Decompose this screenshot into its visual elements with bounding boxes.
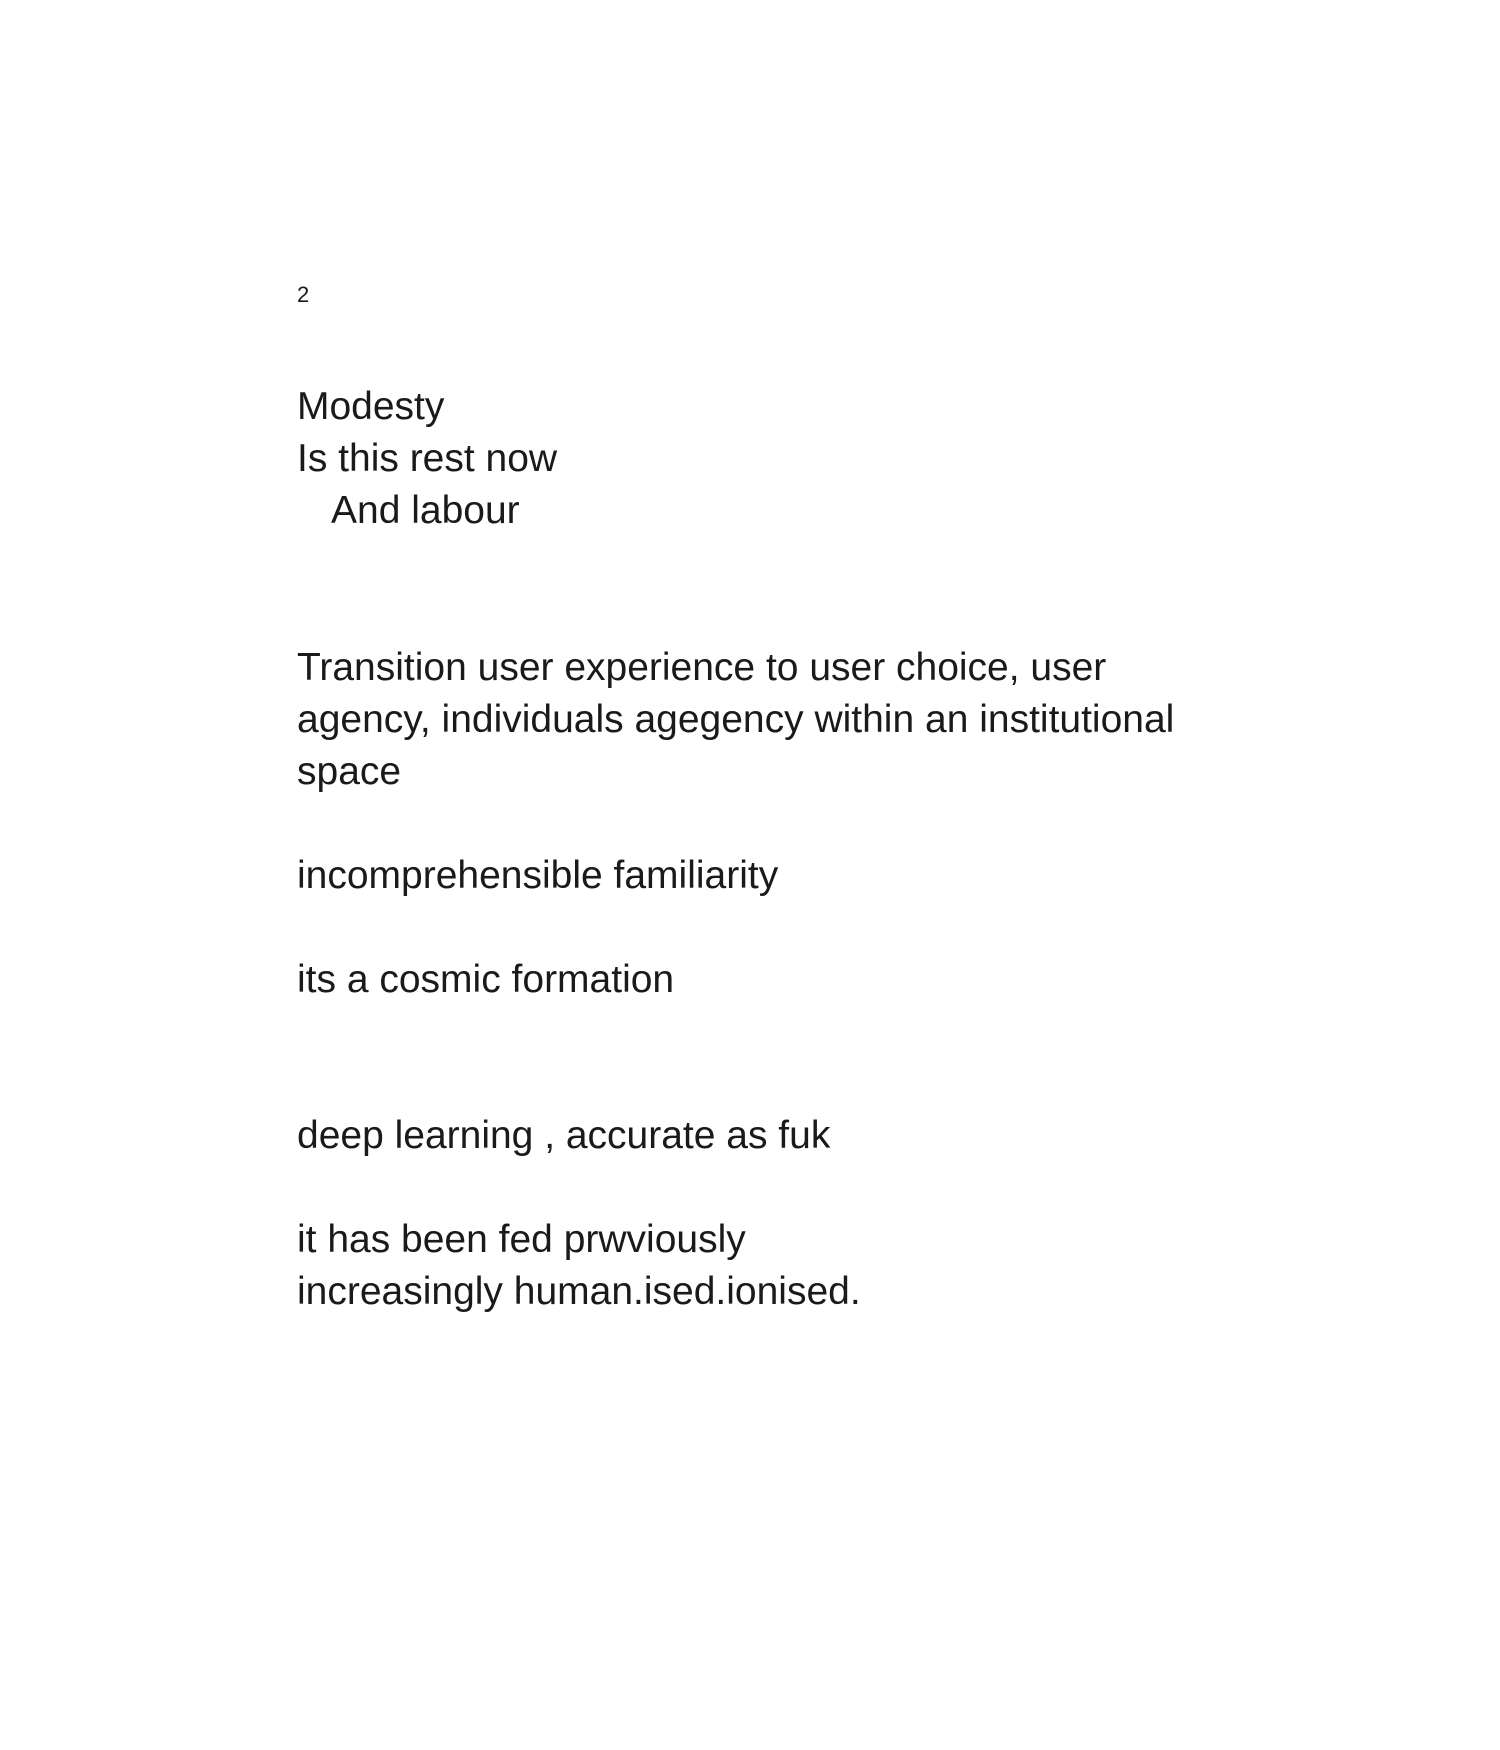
stanza-deep-learning-line-1: deep learning , accurate as fuk xyxy=(297,1114,831,1157)
stanza-modesty-line-1: Modesty xyxy=(297,385,445,428)
stanza-modesty-line-2: Is this rest now xyxy=(297,437,558,480)
stanza-transition-line-1: Transition user experience to user choice, user xyxy=(297,646,1107,689)
stanza-familiarity-line-1: incomprehensible familiarity xyxy=(297,854,779,897)
stanza-transition-line-3: space xyxy=(297,750,402,793)
page-number: 2 xyxy=(297,282,310,307)
stanza-fed-line-1: it has been fed prwviously xyxy=(297,1218,746,1261)
stanza-transition-line-2: agency, individuals agegency within an institutional xyxy=(297,698,1175,741)
stanza-fed-line-2: increasingly human.ised.ionised. xyxy=(297,1270,861,1313)
stanza-cosmic-line-1: its a cosmic formation xyxy=(297,958,675,1001)
stanza-modesty-line-3: And labour xyxy=(331,489,520,532)
